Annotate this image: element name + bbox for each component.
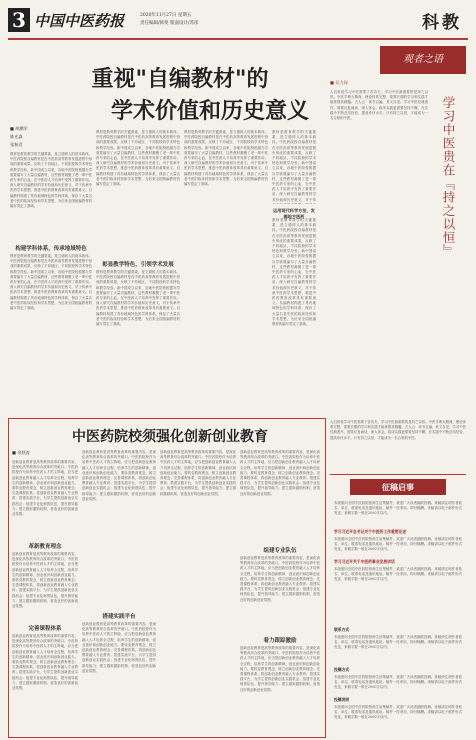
notice-text: 本版面向全国中医药院校师生征集稿件，欢迎广大读者踊跃投稿。来稿请注明作者姓名、单位、联系电话及通讯地址。稿件一经采用，即付稿酬。来稿请以电子邮件形式发送，来稿字数一般在2000字以内。	[334, 635, 462, 650]
article2-col1-text: 创新创业教育是高等教育改革的重要内容，是深化高等教育综合改革的突破口。中医药院校作为培养中医药人才的主阵地，应当把创新创业教育融入人才培养全过程，培养学生的创新精神、创业意识和创新创业能力。要转变教育观念，树立创新创业教育理念；完善课程体系，将创新创业教育融入专业教育；搭建实践平台，为学生提供创新创业实践机会；组建专业化师资队伍，提升指导能力；建立跟踪激励机制，营造良好的创新创业氛围。	[12, 634, 78, 691]
notice-heading: 投稿说明	[334, 697, 350, 702]
article2-col2-text: 创新创业教育是高等教育改革的重要内容，是深化高等教育综合改革的突破口。中医药院校作为培养中医药人才的主阵地，应当把创新创业教育融入人才培养全过程，培养学生的创新精神、创业意识和创新创业能力。要转变教育观念，树立创新创业教育理念；完善课程体系，将创新创业教育融入专业教育；搭建实践平台，为学生提供创新创业实践机会；组建专业化师资队伍，提升指导能力；建立跟踪激励机制，营造良好的创新创业氛围。	[82, 622, 156, 673]
notice-text: 本版面向全国中医药院校师生征集稿件，欢迎广大读者踊跃投稿。来稿请注明作者姓名、单位、联系电话及通讯地址。稿件一经采用，即付稿酬。来稿请以电子邮件形式发送，来稿字数一般在2000字以内。	[334, 537, 462, 552]
article2-col1-text: 创新创业教育是高等教育改革的重要内容，是深化高等教育综合改革的突破口。中医药院校作为培养中医药人才的主阵地，应当把创新创业教育融入人才培养全过程，培养学生的创新精神、创业意识和创新创业能力。要转变教育观念，树立创新创业教育理念；完善课程体系，将创新创业教育融入专业教育；搭建实践平台，为学生提供创新创业实践机会；组建专业化师资队伍，提升指导能力；建立跟踪激励机制，营造良好的创新创业氛围。	[12, 552, 78, 609]
notice-heading: 学习习近平总书记关于中医药工作重要论述	[334, 529, 407, 534]
article1-col1-text: 教材是教育教学的关键要素，是立德树人的基本载体。中医药院校自编教材是在中医药高等教育发展进程中形成的重要成果，反映了不同地区、不同院校的学术特色和教学经验。新中国成立以来，各地中医院校根据办学需要编写了大量自编教材，这些教材凝聚了老一辈中医药专家的心血，在中医药人才培养中发挥了重要作用。深入研究自编教材的学术价值和历史意义，对于传承中医药学术思想、推进中医药教育改革具有重要意义。自编教材构建了具有地域特色的学科体系，保存了大量名老中医的临床经验和学术思想，为后来全国统编教材的编写奠定了基础。	[10, 152, 92, 209]
notice-heading: 联系方式	[334, 627, 350, 632]
column-badge: 观者之语	[380, 46, 466, 74]
notice-heading: 学习习近平关于中医药事业发展讲话	[334, 559, 395, 564]
article2-col4-text: 创新创业教育是高等教育改革的重要内容，是深化高等教育综合改革的突破口。中医药院校作为培养中医药人才的主阵地，应当把创新创业教育融入人才培养全过程，培养学生的创新精神、创业意识和创新创业能力。要转变教育观念，树立创新创业教育理念；完善课程体系，将创新创业教育融入专业教育；搭建实践平台，为学生提供创新创业实践机会；组建专业化师资队伍，提升指导能力；建立跟踪激励机制，营造良好的创新创业氛围。	[240, 556, 320, 602]
article2-col4-text: 创新创业教育是高等教育改革的重要内容，是深化高等教育综合改革的突破口。中医药院校作为培养中医药人才的主阵地，应当把创新创业教育融入人才培养全过程，培养学生的创新精神、创业意识和创新创业能力。要转变教育观念，树立创新创业教育理念；完善课程体系，将创新创业教育融入专业教育；搭建实践平台，为学生提供创新创业实践机会；组建专业化师资队伍，提升指导能力；建立跟踪激励机制，营造良好的创新创业氛围。	[240, 450, 320, 496]
article1-title-line2: 学术价值和历史意义	[110, 98, 309, 124]
paper-name: 中国中医药报	[34, 12, 125, 30]
notice-text: 本版面向全国中医药院校师生征集稿件，欢迎广大读者踊跃投稿。来稿请注明作者姓名、单位、联系电话及通讯地址。稿件一经采用，即付稿酬。来稿请以电子邮件形式发送，来稿字数一般在2000字以内。	[334, 675, 462, 690]
article1-col3-text: 教材是教育教学的关键要素，是立德树人的基本载体。中医药院校自编教材是在中医药高等教育发展进程中形成的重要成果，反映了不同地区、不同院校的学术特色和教学经验。新中国成立以来，各地中医院校根据办学需要编写了大量自编教材，这些教材凝聚了老一辈中医药专家的心血，在中医药人才培养中发挥了重要作用。深入研究自编教材的学术价值和历史意义，对于传承中医药学术思想、推进中医药教育改革具有重要意义。自编教材构建了具有地域特色的学科体系，保存了大量名老中医的临床经验和学术思想，为后来全国统编教材的编写奠定了基础。	[184, 130, 268, 187]
notice-text: 本版面向全国中医药院校师生征集稿件，欢迎广大读者踊跃投稿。来稿请注明作者姓名、单位、联系电话及通讯地址。稿件一经采用，即付稿酬。来稿请以电子邮件形式发送，来稿字数一般在2000字以内。	[334, 501, 462, 516]
notice-frame	[330, 474, 466, 737]
notice-text: 本版面向全国中医药院校师生征集稿件，欢迎广大读者踊跃投稿。来稿请注明作者姓名、单位、联系电话及通讯地址。稿件一经采用，即付稿酬。来稿请以电子邮件形式发送，来稿字数一般在2000字以内。	[334, 705, 462, 720]
article2-subhead: 搭建实践平台	[102, 614, 136, 620]
article2-subhead: 组建专业队伍	[263, 548, 297, 554]
notice-text: 本版面向全国中医药院校师生征集稿件，欢迎广大读者踊跃投稿。来稿请注明作者姓名、单位、联系电话及通讯地址。稿件一经采用，即付稿酬。来稿请以电子邮件形式发送，来稿字数一般在2000字以内。	[334, 567, 462, 582]
article1-col4-text: 教材是教育教学的关键要素，是立德树人的基本载体。中医药院校自编教材是在中医药高等教育发展进程中形成的重要成果，反映了不同地区、不同院校的学术特色和教学经验。新中国成立以来，各地中医院校根据办学需要编写了大量自编教材，这些教材凝聚了老一辈中医药专家的心血，在中医药人才培养中发挥了重要作用。深入研究自编教材的学术价值和历史意义，对于传	[272, 130, 316, 202]
article1-col2-text: 教材是教育教学的关键要素，是立德树人的基本载体。中医药院校自编教材是在中医药高等教育发展进程中形成的重要成果，反映了不同地区、不同院校的学术特色和教学经验。新中国成立以来，各地中医院校根据办学需要编写了大量自编教材，这些教材凝聚了老一辈中医药专家的心血，在中医药人才培养中发挥了重要作用。深入研究自编教材的学术价值和历史意义，对于传承中医药学术思想、推进中医药教育改革具有重要意义。自编教材构建了具有地域特色的学科体系，保存了大量名老中医的临床经验和学术思想，为后来全国统编教材的编写奠定了基础。	[96, 130, 180, 187]
page-number-box: 3	[8, 8, 30, 32]
notice-title: 征稿启事	[350, 479, 446, 495]
article2-subhead: 着力跟踪激励	[263, 638, 297, 644]
author-name: 陈光淼	[10, 134, 23, 139]
column-text: 人们常说学习中医需要下苦功夫，学习中医最重要的是持之以恒。中医学博大精深，理论体系完整，需要长期的学习和实践才能掌握其精髓。古人云：读书百遍，其义自见。学习中医经典著作，需要反复诵读，深入体会。临床实践更需要坚持不懈，在实践中不断总结经验，提高诊疗水平。只有持之以恒，才能成为一名合格的中医。	[330, 90, 428, 121]
article2-col3-text: 创新创业教育是高等教育改革的重要内容，是深化高等教育综合改革的突破口。中医药院校作为培养中医药人才的主阵地，应当把创新创业教育融入人才培养全过程，培养学生的创新精神、创业意识和创新创业能力。要转变教育观念，树立创新创业教育理念；完善课程体系，将创新创业教育融入专业教育；搭建实践平台，为学生提供创新创业实践机会；组建专业化师资队伍，提升指导能力；建立跟踪激励机制，营造良好的创新创业氛围。	[160, 450, 236, 496]
author-name: ■ 胡鹏军	[10, 126, 28, 131]
date-line: 2020年11月27日 星期五	[140, 13, 192, 18]
article2-col4-text: 创新创业教育是高等教育改革的重要内容，是深化高等教育综合改革的突破口。中医药院校作为培养中医药人才的主阵地，应当把创新创业教育融入人才培养全过程，培养学生的创新精神、创业意识和创新创业能力。要转变教育观念，树立创新创业教育理念；完善课程体系，将创新创业教育融入专业教育；搭建实践平台，为学生提供创新创业实践机会；组建专业化师资队伍，提升指导能力；建立跟踪激励机制，营造良好的创新创业氛围。	[240, 646, 320, 692]
notice-heading: 投稿方式	[334, 667, 350, 672]
article1-col2-text: 教材是教育教学的关键要素，是立德树人的基本载体。中医药院校自编教材是在中医药高等教育发展进程中形成的重要成果，反映了不同地区、不同院校的学术特色和教学经验。新中国成立以来，各地中医院校根据办学需要编写了大量自编教材，这些教材凝聚了老一辈中医药专家的心血，在中医药人才培养中发挥了重要作用。深入研究自编教材的学术价值和历史意义，对于传承中医药学术思想、推进中医药教育改革具有重要意义。自编教材构建了具有地域特色的学科体系，保存了大量名老中医的临床经验和学术思想，为后来全国统编教材的编写奠定了基础。	[96, 270, 180, 327]
column-pullquote: 学习中医贵在『持之以恒』	[441, 96, 456, 258]
article1-col1-text: 教材是教育教学的关键要素，是立德树人的基本载体。中医药院校自编教材是在中医药高等教育发展进程中形成的重要成果，反映了不同地区、不同院校的学术特色和教学经验。新中国成立以来，各地中医院校根据办学需要编写了大量自编教材，这些教材凝聚了老一辈中医药专家的心血，在中医药人才培养中发挥了重要作用。深入研究自编教材的学术价值和历史意义，对于传承中医药学术思想、推进中医药教育改革具有重要意义。自编教材构建了具有地域特色的学科体系，保存了大量名老中医的临床经验和学术思想，为后来全国统编教材的编写奠定了基础。	[10, 254, 92, 311]
header-rule	[8, 38, 468, 40]
article1-subhead: 彰显教学特色，引领学术发展	[102, 262, 174, 268]
article2-col2-text: 创新创业教育是高等教育改革的重要内容，是深化高等教育综合改革的突破口。中医药院校作为培养中医药人才的主阵地，应当把创新创业教育融入人才培养全过程，培养学生的创新精神、创业意识和创新创业能力。要转变教育观念，树立创新创业教育理念；完善课程体系，将创新创业教育融入专业教育；搭建实践平台，为学生提供创新创业实践机会；组建专业化师资队伍，提升指导能力；建立跟踪激励机制，营造良好的创新创业氛围。	[82, 450, 156, 501]
article1-author-box	[10, 126, 90, 150]
article2-subhead: 完善课程体系	[28, 626, 62, 632]
article1-title-line1: 重视"自编教材"的	[91, 66, 269, 92]
masthead	[8, 6, 468, 36]
column-author: ■ 吴力琛	[330, 80, 348, 85]
article1-subhead: 构建学科体系，传承地域特色	[15, 246, 87, 252]
article2-title: 中医药院校须强化创新创业教育	[72, 429, 268, 445]
author-name: 张秋君	[10, 142, 23, 147]
article1-subhead: 运用现代科学方法，发掘地方医药	[273, 208, 315, 219]
article2-col1-text: 创新创业教育是高等教育改革的重要内容，是深化高等教育综合改革的突破口。中医药院校作为培养中医药人才的主阵地，应当把创新创业教育融入人才培养全过程，培养学生的创新精神、创业意识和创新创业能力。要转变教育观念，树立创新创业教育理念；完善课程体系，将创新创业教育融入专业教育；搭建实践平台，为学生提供创新创业实践机会；组建专业化师资队伍，提升指导能力；建立跟踪激励机制，营造良好的创新创业氛围。	[12, 460, 78, 517]
article1-col4-text: 教材是教育教学的关键要素，是立德树人的基本载体。中医药院校自编教材是在中医药高等教育发展进程中形成的重要成果，反映了不同地区、不同院校的学术特色和教学经验。新中国成立以来，各地中医院校根据办学需要编写了大量自编教材，这些教材凝聚了老一辈中医药专家的心血，在中医药人才培养中发挥了重要作用。深入研究自编教材的学术价值和历史意义，对于传承中医药学术思想、推进中医药教育改革具有重要意义。自编教材构建了具有地域特色的学科体系，保存了大量名老中医的临床经验和学术思想，为后来全国统编教材的编写奠定了基础。	[272, 218, 316, 327]
editor-line: 责任编辑/韩斐 版面设计/苏彤	[140, 21, 199, 26]
article2-subhead: 革新教育理念	[28, 544, 62, 550]
section-title: 科教	[422, 13, 462, 33]
column-continued-text: 人们常说学习中医需要下苦功夫，学习中医最重要的是持之以恒。中医学博大精深，理论体系完整，需要长期的学习和实践才能掌握其精髓。古人云：读书百遍，其义自见。学习中医经典著作，需要反复诵读，深入体会。临床实践更需要坚持不懈，在实践中不断总结经验，提高诊疗水平。只有持之以恒，才能成为一名合格的中医。	[330, 420, 466, 440]
article2-author: ■ 余跃涛	[12, 450, 30, 455]
